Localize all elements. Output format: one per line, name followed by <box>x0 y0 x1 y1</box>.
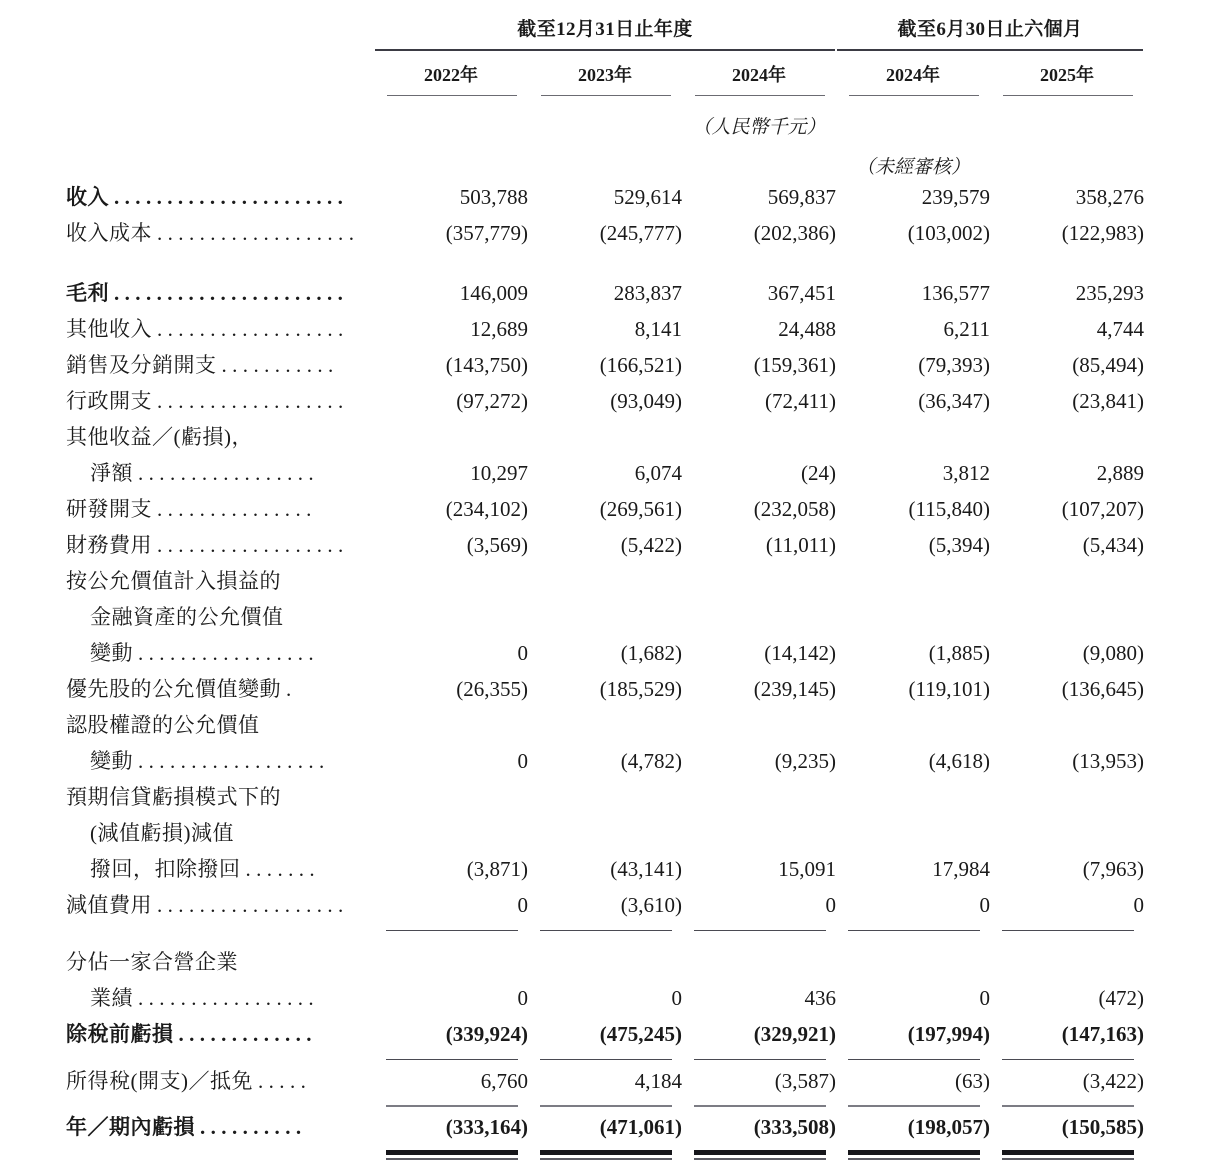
header-year-label-cell <box>66 52 374 94</box>
cell-fvtpl-2023: (1,682) <box>620 641 682 666</box>
unaudited-note: （未經審核） <box>855 157 970 179</box>
cell-tax-2023: 4,184 <box>634 1069 682 1094</box>
row-label-fvtpl-line1 <box>66 563 374 599</box>
cell-jv-2025i: (472) <box>1098 986 1144 1011</box>
table-row-jv-line1 <box>66 944 1144 980</box>
cell-ecl-2024i: 17,984 <box>932 857 990 882</box>
table-row-warrants-line1 <box>66 707 1144 743</box>
income-statement-table <box>66 14 1144 1161</box>
row-label-ecl-line2-text: (減值虧損)減值 <box>90 821 234 846</box>
subtotal-rule-3 <box>682 923 836 934</box>
row-label-jv-results-text: 業績 <box>90 986 133 1011</box>
table-row-warrants-change <box>66 743 1144 779</box>
cell-lfp-2024i: (198,057) <box>907 1115 990 1140</box>
row-label-ecl-line2 <box>66 815 374 851</box>
subtotal-rule-1 <box>374 923 528 934</box>
row-label-finance-costs-text: 財務費用 <box>66 533 152 558</box>
cell-other-income-2022: 12,689 <box>470 317 528 342</box>
cell-ecl-2024a: 15,091 <box>778 857 836 882</box>
row-label-selling-expenses <box>66 347 374 383</box>
subtotal-rule-row <box>66 923 1144 934</box>
row-label-preferred-shares <box>66 671 374 707</box>
row-label-ecl-reversal <box>66 851 374 887</box>
row-label-preferred-shares-text: 優先股的公允價值變動 <box>66 677 281 702</box>
leader-dots: ................. <box>138 461 320 486</box>
row-label-admin-expenses <box>66 383 374 419</box>
final-rule-1 <box>374 1145 528 1161</box>
cell-lfp-2024a: (333,508) <box>753 1115 836 1140</box>
leader-dots: .................. <box>157 389 349 414</box>
cell-finance-2024i: (5,394) <box>928 533 990 558</box>
row-label-selling-expenses-text: 銷售及分銷開支 <box>66 353 217 378</box>
header-group-interim: 截至6月30日止六個月 <box>897 19 1083 40</box>
leader-dots: ............. <box>178 1022 317 1047</box>
leader-dots: . <box>286 677 297 702</box>
cell-gross-2023: 283,837 <box>613 281 682 306</box>
row-label-admin-expenses-text: 行政開支 <box>66 389 152 414</box>
cell-fvtpl-2025i: (9,080) <box>1082 641 1144 666</box>
pretax-rule-2 <box>528 1052 682 1063</box>
row-label-gross-profit <box>66 275 374 311</box>
row-label-revenue <box>66 179 374 215</box>
cell-revenue-2022: 503,788 <box>459 185 528 210</box>
cell-admin-2024a: (72,411) <box>765 389 836 414</box>
pretax-rule-row <box>66 1052 1144 1063</box>
row-label-income-tax-text: 所得稅(開支)／抵免 <box>66 1069 253 1094</box>
cell-jv-2024i: 0 <box>979 986 990 1011</box>
table-row-finance-costs <box>66 527 1144 563</box>
row-label-fvtpl-change <box>66 635 374 671</box>
tax-rule-3 <box>682 1099 836 1109</box>
table-row-impairment <box>66 887 1144 923</box>
table-row-other-income <box>66 311 1144 347</box>
currency-note: （人民幣千元） <box>692 117 826 139</box>
cell-other-gains-2024a: (24) <box>801 461 836 486</box>
unaudited-pad-3 <box>682 139 836 179</box>
cell-other-income-2024i: 6,211 <box>943 317 990 342</box>
table-row-selling-expenses <box>66 347 1144 383</box>
leader-dots: ........... <box>221 353 339 378</box>
row-label-impairment <box>66 887 374 923</box>
header-group-annual: 截至12月31日止年度 <box>517 19 693 40</box>
leader-dots: ...................... <box>114 185 349 210</box>
row-label-jv-line1 <box>66 944 374 980</box>
table-row-admin-expenses <box>66 383 1144 419</box>
row-label-revenue-text: 收入 <box>66 185 109 210</box>
row-label-jv-line1-text: 分佔一家合營企業 <box>66 950 238 975</box>
empty-cells <box>374 779 1144 815</box>
empty-cells <box>374 419 1144 455</box>
cell-warrants-2025i: (13,953) <box>1072 749 1144 774</box>
cell-admin-2022: (97,272) <box>456 389 528 414</box>
empty-cells <box>374 815 1144 851</box>
row-label-fvtpl-line2 <box>66 599 374 635</box>
column-header-2023: 2023年 <box>578 64 632 85</box>
leader-dots: .......... <box>200 1115 307 1140</box>
cell-preferred-2023: (185,529) <box>599 677 682 702</box>
row-label-other-income <box>66 311 374 347</box>
cell-tax-2022: 6,760 <box>480 1069 528 1094</box>
row-label-other-gains-line1-text: 其他收益／(虧損)， <box>66 425 253 450</box>
unaudited-pad-4 <box>990 139 1144 179</box>
leader-dots: ....... <box>245 857 321 882</box>
tax-rule-4 <box>836 1099 990 1109</box>
table-row-other-gains-line1 <box>66 419 1144 455</box>
row-label-finance-costs <box>66 527 374 563</box>
cell-fvtpl-2024i: (1,885) <box>928 641 990 666</box>
cell-warrants-2024a: (9,235) <box>774 749 836 774</box>
unaudited-note-gap <box>66 139 374 179</box>
cell-lbt-2022: (339,924) <box>445 1022 528 1047</box>
cell-ecl-2022: (3,871) <box>466 857 528 882</box>
cell-finance-2023: (5,422) <box>620 533 682 558</box>
tax-rule-5 <box>990 1099 1144 1109</box>
cell-impairment-2023: (3,610) <box>620 893 682 918</box>
cell-lbt-2024a: (329,921) <box>753 1022 836 1047</box>
cell-cost-2024a: (202,386) <box>753 221 836 246</box>
cell-cost-2023: (245,777) <box>599 221 682 246</box>
table-row-other-gains-net <box>66 455 1144 491</box>
cell-other-income-2023: 8,141 <box>634 317 682 342</box>
row-label-warrants-change <box>66 743 374 779</box>
table-row-gross-profit <box>66 275 1144 311</box>
final-rule-3 <box>682 1145 836 1161</box>
header-year-row <box>66 52 1144 94</box>
table-row-revenue <box>66 179 1144 215</box>
cell-lbt-2024i: (197,994) <box>907 1022 990 1047</box>
currency-note-gap <box>66 97 374 139</box>
header-group-row <box>66 14 1144 48</box>
cell-finance-2024a: (11,011) <box>765 533 836 558</box>
cell-lfp-2023: (471,061) <box>599 1115 682 1140</box>
cell-admin-2023: (93,049) <box>610 389 682 414</box>
cell-rd-2024a: (232,058) <box>753 497 836 522</box>
cell-ecl-2023: (43,141) <box>610 857 682 882</box>
row-label-ecl-line1 <box>66 779 374 815</box>
cell-selling-2024a: (159,361) <box>753 353 836 378</box>
empty-cells <box>374 599 1144 635</box>
table-row-jv-results <box>66 980 1144 1016</box>
cell-revenue-2025i: 358,276 <box>1075 185 1144 210</box>
leader-dots: ................. <box>138 986 320 1011</box>
cell-gross-2024i: 136,577 <box>921 281 990 306</box>
cell-rd-2025i: (107,207) <box>1061 497 1144 522</box>
column-header-2024-annual: 2024年 <box>732 64 786 85</box>
cell-lbt-2023: (475,245) <box>599 1022 682 1047</box>
cell-warrants-2024i: (4,618) <box>928 749 990 774</box>
cell-revenue-2024a: 569,837 <box>767 185 836 210</box>
pretax-rule-5 <box>990 1052 1144 1063</box>
table-row-fvtpl-line1 <box>66 563 1144 599</box>
leader-dots: .................. <box>138 749 330 774</box>
cell-cost-2022: (357,779) <box>445 221 528 246</box>
cell-jv-2023: 0 <box>671 986 682 1011</box>
table-row-loss-for-period <box>66 1109 1144 1145</box>
cell-finance-2022: (3,569) <box>466 533 528 558</box>
leader-dots: .................. <box>157 317 349 342</box>
column-header-2024-interim: 2024年 <box>886 64 940 85</box>
row-label-warrants-line1 <box>66 707 374 743</box>
pretax-rule-1 <box>374 1052 528 1063</box>
row-label-other-gains-net-text: 淨額 <box>90 461 133 486</box>
row-label-fvtpl-change-text: 變動 <box>90 641 133 666</box>
cell-impairment-2025i: 0 <box>1133 893 1144 918</box>
subtotal-rule-2 <box>528 923 682 934</box>
cell-impairment-2024a: 0 <box>825 893 836 918</box>
leader-dots: ................... <box>157 221 360 246</box>
cell-other-gains-2022: 10,297 <box>470 461 528 486</box>
table-row-ecl-line1 <box>66 779 1144 815</box>
row-label-ecl-reversal-text: 撥回，扣除撥回 <box>90 857 241 882</box>
header-corner-cell <box>66 14 374 48</box>
cell-impairment-2022: 0 <box>517 893 528 918</box>
final-rule-2 <box>528 1145 682 1161</box>
cell-selling-2023: (166,521) <box>599 353 682 378</box>
table-row-rd-expenses <box>66 491 1144 527</box>
pretax-rule-3 <box>682 1052 836 1063</box>
cell-cost-2025i: (122,983) <box>1061 221 1144 246</box>
pretax-rule-4 <box>836 1052 990 1063</box>
cell-other-gains-2023: 6,074 <box>634 461 682 486</box>
row-label-warrants-change-text: 變動 <box>90 749 133 774</box>
table-row-fvtpl-line2 <box>66 599 1144 635</box>
row-label-loss-before-tax-text: 除稅前虧損 <box>66 1022 174 1047</box>
currency-note-pad-1 <box>374 97 528 139</box>
cell-other-gains-2024i: 3,812 <box>942 461 990 486</box>
cell-preferred-2025i: (136,645) <box>1061 677 1144 702</box>
cell-gross-2022: 146,009 <box>459 281 528 306</box>
cell-selling-2024i: (79,393) <box>918 353 990 378</box>
cell-preferred-2024i: (119,101) <box>908 677 990 702</box>
rule-gap <box>66 1099 374 1109</box>
table-row-ecl-reversal <box>66 851 1144 887</box>
currency-note-pad-4 <box>990 97 1144 139</box>
cell-cost-2024i: (103,002) <box>907 221 990 246</box>
rule-gap <box>66 1052 374 1063</box>
cell-admin-2024i: (36,347) <box>918 389 990 414</box>
row-label-impairment-text: 減值費用 <box>66 893 152 918</box>
cell-lfp-2025i: (150,585) <box>1061 1115 1144 1140</box>
cell-rd-2023: (269,561) <box>599 497 682 522</box>
empty-cells <box>374 944 1144 980</box>
cell-preferred-2024a: (239,145) <box>753 677 836 702</box>
cell-other-gains-2025i: 2,889 <box>1096 461 1144 486</box>
cell-revenue-2024i: 239,579 <box>921 185 990 210</box>
cell-gross-2024a: 367,451 <box>767 281 836 306</box>
spacer <box>66 251 1144 275</box>
row-label-loss-for-period-text: 年／期內虧損 <box>66 1115 195 1140</box>
table-row-loss-before-tax <box>66 1016 1144 1052</box>
tax-rule-row <box>66 1099 1144 1109</box>
table-row-ecl-line2 <box>66 815 1144 851</box>
unaudited-pad-2 <box>528 139 682 179</box>
row-label-income-tax <box>66 1063 374 1099</box>
leader-dots: .................. <box>157 533 349 558</box>
row-label-rd-expenses <box>66 491 374 527</box>
unaudited-note-row <box>66 139 1144 179</box>
cell-ecl-2025i: (7,963) <box>1082 857 1144 882</box>
row-label-ecl-line1-text: 預期信貸虧損模式下的 <box>66 785 281 810</box>
tax-rule-1 <box>374 1099 528 1109</box>
cell-warrants-2023: (4,782) <box>620 749 682 774</box>
column-header-2025-interim: 2025年 <box>1040 64 1094 85</box>
row-label-rd-expenses-text: 研發開支 <box>66 497 152 522</box>
leader-dots: ............... <box>157 497 317 522</box>
row-label-fvtpl-line1-text: 按公允價值計入損益的 <box>66 569 281 594</box>
cell-selling-2022: (143,750) <box>445 353 528 378</box>
row-label-warrants-line1-text: 認股權證的公允價值 <box>66 713 260 738</box>
subtotal-rule-5 <box>990 923 1144 934</box>
cell-fvtpl-2022: 0 <box>517 641 528 666</box>
row-label-loss-before-tax <box>66 1016 374 1052</box>
cell-fvtpl-2024a: (14,142) <box>764 641 836 666</box>
cell-selling-2025i: (85,494) <box>1072 353 1144 378</box>
table-row-fvtpl-change <box>66 635 1144 671</box>
spacer <box>66 934 1144 944</box>
row-label-cost-of-revenue-text: 收入成本 <box>66 221 152 246</box>
cell-revenue-2023: 529,614 <box>613 185 682 210</box>
leader-dots: ................. <box>138 641 320 666</box>
final-double-rule-row <box>66 1145 1144 1161</box>
cell-other-income-2024a: 24,488 <box>778 317 836 342</box>
row-label-other-income-text: 其他收入 <box>66 317 152 342</box>
cell-lfp-2022: (333,164) <box>445 1115 528 1140</box>
row-label-gross-profit-text: 毛利 <box>66 281 109 306</box>
cell-tax-2025i: (3,422) <box>1082 1069 1144 1094</box>
row-label-fvtpl-line2-text: 金融資產的公允價值 <box>90 605 284 630</box>
subtotal-rule-4 <box>836 923 990 934</box>
cell-jv-2024a: 436 <box>804 986 836 1011</box>
unaudited-pad-1 <box>374 139 528 179</box>
row-label-loss-for-period <box>66 1109 374 1145</box>
cell-impairment-2024i: 0 <box>979 893 990 918</box>
row-label-other-gains-line1 <box>66 419 374 455</box>
leader-dots: ..... <box>258 1069 312 1094</box>
rule-gap <box>66 923 374 934</box>
empty-cells <box>374 563 1144 599</box>
cell-admin-2025i: (23,841) <box>1072 389 1144 414</box>
cell-finance-2025i: (5,434) <box>1082 533 1144 558</box>
cell-rd-2022: (234,102) <box>445 497 528 522</box>
table-row-cost-of-revenue <box>66 215 1144 251</box>
cell-preferred-2022: (26,355) <box>456 677 528 702</box>
table-row-income-tax <box>66 1063 1144 1099</box>
cell-rd-2024i: (115,840) <box>908 497 990 522</box>
tax-rule-2 <box>528 1099 682 1109</box>
empty-cells <box>374 707 1144 743</box>
cell-lbt-2025i: (147,163) <box>1061 1022 1144 1047</box>
rule-gap <box>66 1145 374 1161</box>
row-label-cost-of-revenue <box>66 215 374 251</box>
currency-note-row <box>66 97 1144 139</box>
cell-warrants-2022: 0 <box>517 749 528 774</box>
column-header-2022: 2022年 <box>424 64 478 85</box>
cell-tax-2024i: (63) <box>955 1069 990 1094</box>
leader-dots: ...................... <box>114 281 349 306</box>
cell-gross-2025i: 235,293 <box>1075 281 1144 306</box>
table-row-preferred-shares <box>66 671 1144 707</box>
cell-tax-2024a: (3,587) <box>774 1069 836 1094</box>
final-rule-5 <box>990 1145 1144 1161</box>
row-label-other-gains-net <box>66 455 374 491</box>
cell-jv-2022: 0 <box>517 986 528 1011</box>
currency-note-pad-2 <box>528 97 682 139</box>
row-label-jv-results <box>66 980 374 1016</box>
cell-other-income-2025i: 4,744 <box>1096 317 1144 342</box>
final-rule-4 <box>836 1145 990 1161</box>
leader-dots: .................. <box>157 893 349 918</box>
currency-note-pad-3 <box>836 97 990 139</box>
